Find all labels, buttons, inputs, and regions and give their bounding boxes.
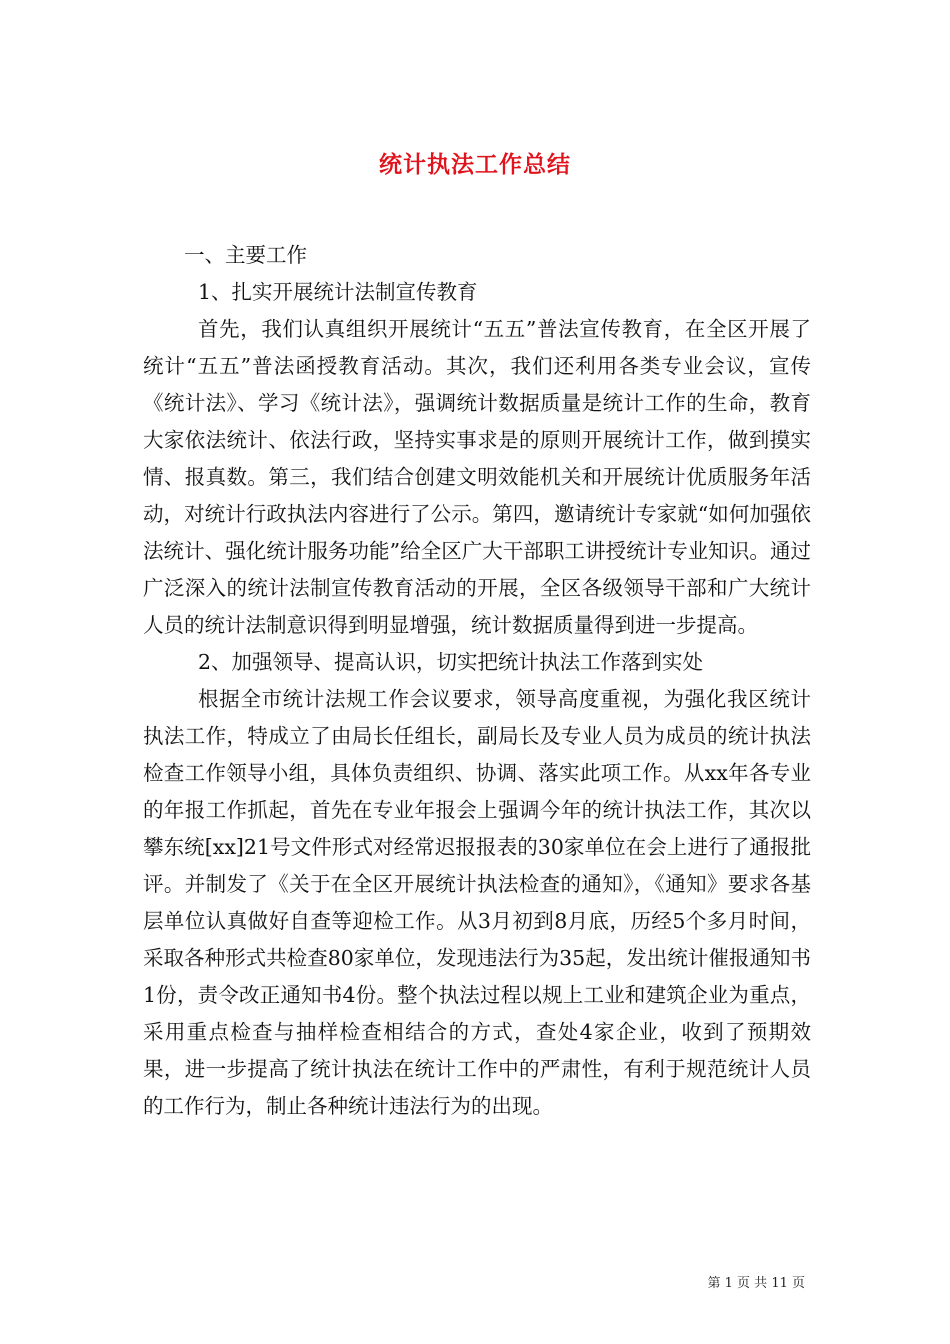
page-number: 第 1 页 共 11 页 <box>707 1276 805 1291</box>
subsection-heading-2: 2、加强领导、提高认识，切实把统计执法工作落到实处 <box>198 650 704 674</box>
document-title: 统计执法工作总结 <box>379 151 571 179</box>
subsection-heading-1: 1、扎实开展统计法制宣传教育 <box>198 280 478 304</box>
document-body <box>143 237 811 1125</box>
body-paragraph-2: 根据全市统计法规工作会议要求，领导高度重视，为强化我区统计执法工作，特成立了由局长任组长，副局长及专业人员为成员的统计执法检查工作领导小组，具体负责组织、协调、落实此项工作。从xx年各专业的年报工作抓起，首先在专业年报会上强调今年的统计执法工作，其次以攀东统[xx]21号文件形式对经常迟报报表的30家单位在会上进行了通报批评。并制发了《关于在全区开展统计执法检查的通知》，《通知》要求各基层单位认真做好自查等迎检工作。从3月初到8月底，历经5个多月时间，采取各种形式共检查80家单位，发现违法行为35起，发出统计催报通知书1份，责令改正通知书4份。整个执法过程以规上工业和建筑企业为重点，采用重点检查与抽样检查相结合的方式，查处4家企业，收到了预期效果，进一步提高了统计执法在统计工作中的严肃性，有利于规范统计人员的工作行为，制止各种统计违法行为的出现。 <box>143 687 811 1118</box>
section-heading: 一、主要工作 <box>184 243 307 267</box>
body-paragraph-1: 首先，我们认真组织开展统计“五五”普法宣传教育，在全区开展了统计“五五”普法函授教育活动。其次，我们还利用各类专业会议，宣传《统计法》、学习《统计法》，强调统计数据质量是统计工作的生命，教育大家依法统计、依法行政，坚持实事求是的原则开展统计工作，做到摸实情、报真数。第三，我们结合创建文明效能机关和开展统计优质服务年活动，对统计行政执法内容进行了公示。第四，邀请统计专家就“如何加强依法统计、强化统计服务功能”给全区广大干部职工讲授统计专业知识。通过广泛深入的统计法制宣传教育活动的开展，全区各级领导干部和广大统计人员的统计法制意识得到明显增强，统计数据质量得到进一步提高。 <box>143 317 811 637</box>
